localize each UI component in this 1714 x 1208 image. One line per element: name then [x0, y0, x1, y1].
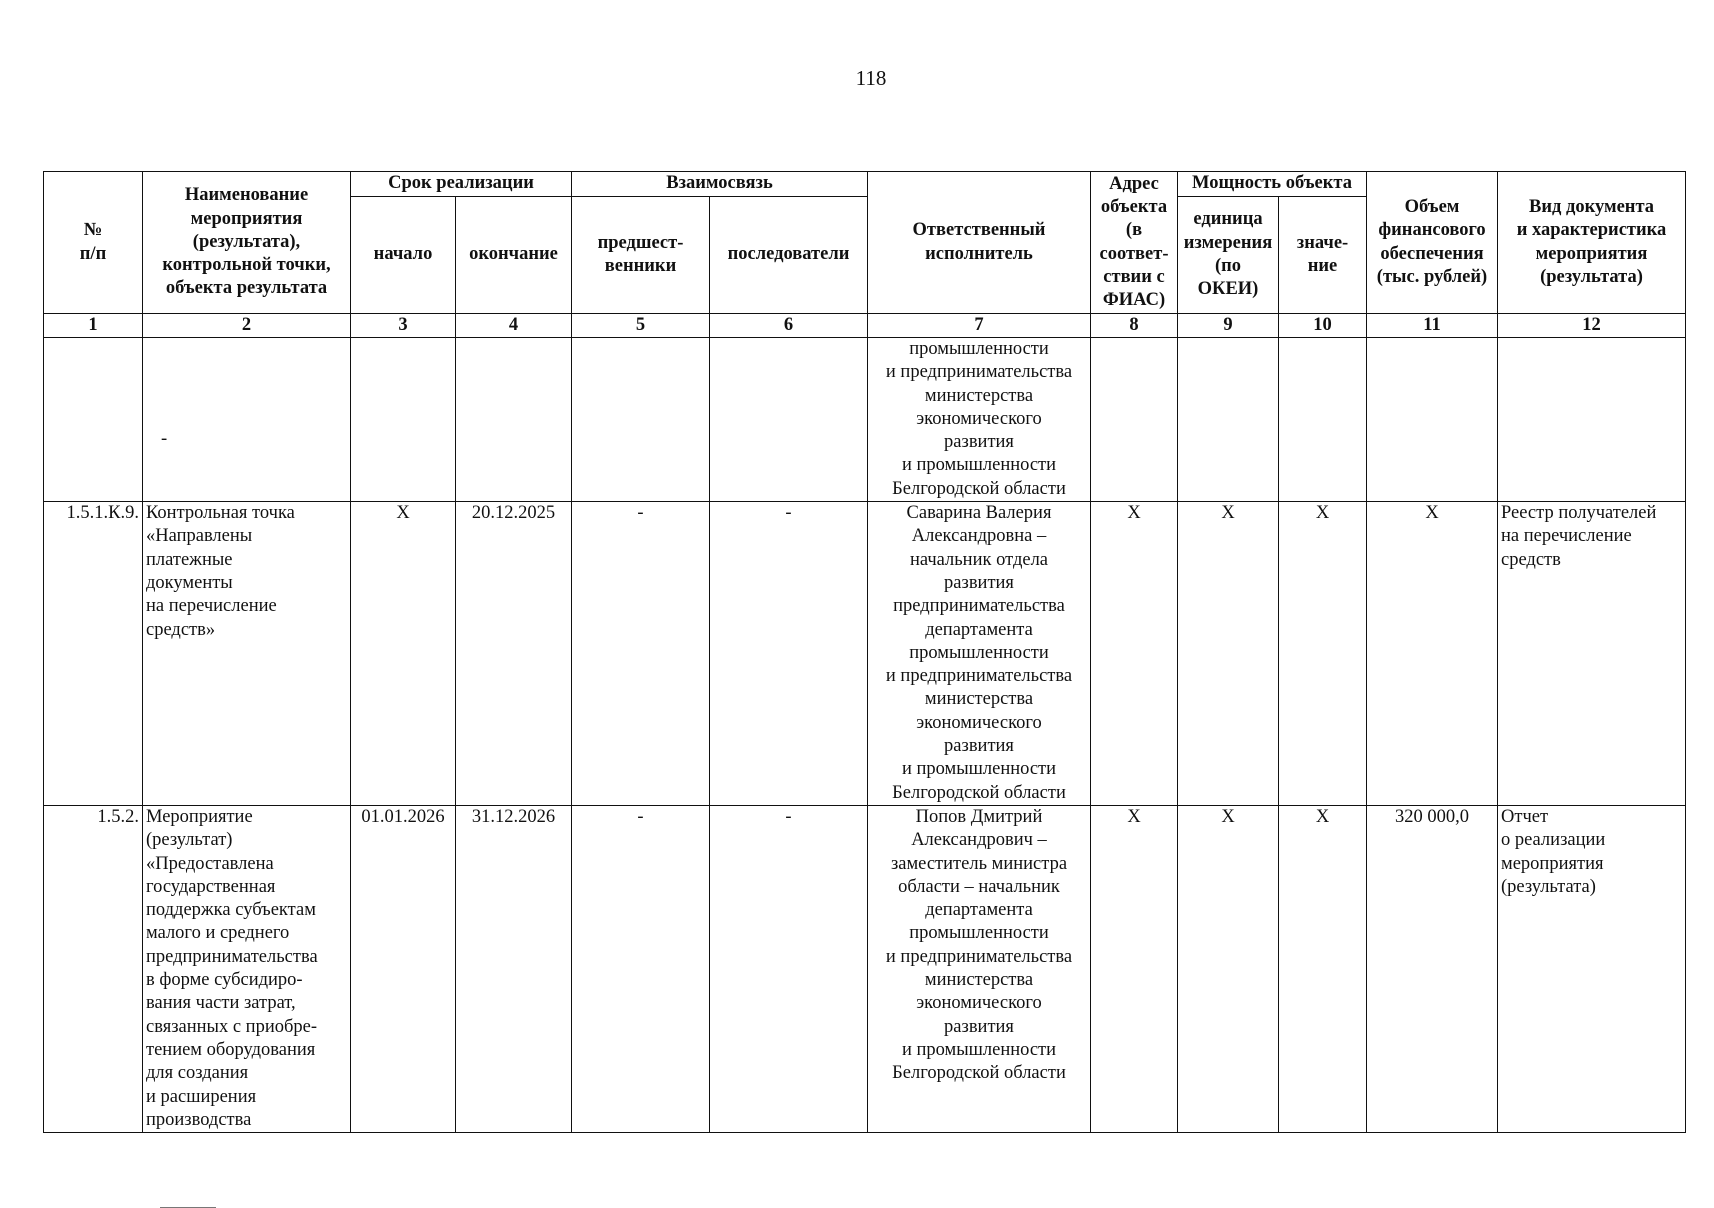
table-row	[44, 338, 1686, 502]
cell-finance: X	[1367, 502, 1498, 806]
header-cap-value-line: значе-	[1296, 232, 1349, 253]
cell-finance	[1367, 338, 1498, 502]
column-number: 10	[1279, 314, 1367, 338]
header-address-line: соответ-	[1099, 243, 1169, 264]
header-row-1	[44, 172, 1686, 197]
cell-responsible-line: промышленности	[909, 339, 1049, 359]
header-address-line: Адрес	[1109, 173, 1159, 194]
cell-responsible	[868, 338, 1091, 502]
cell-num	[44, 338, 143, 502]
column-number: 11	[1367, 314, 1498, 338]
cell-responsible-line: области – начальник	[898, 876, 1060, 897]
cell-name-line: вания части затрат,	[146, 993, 296, 1014]
cell-responsible-line: промышленности	[909, 642, 1049, 663]
header-cap-unit-line: ОКЕИ)	[1197, 279, 1259, 300]
header-address	[1091, 172, 1178, 314]
header-doc-line: мероприятия	[1535, 243, 1648, 264]
cell-responsible-line: начальник отдела	[909, 549, 1049, 570]
cell-name-line: малого и среднего	[146, 923, 290, 944]
header-link-pred-line: предшест-	[597, 232, 684, 253]
cell-name-line: документы	[146, 572, 233, 593]
column-number-row	[44, 314, 1686, 338]
cell-responsible-line: Белгородской области	[892, 1063, 1066, 1084]
header-doc	[1498, 172, 1686, 314]
cell-doc-line: о реализации	[1501, 830, 1606, 851]
cell-doc	[1498, 338, 1686, 502]
cell-responsible-line: Александрович –	[911, 830, 1047, 851]
cell-doc	[1498, 502, 1686, 806]
column-number: 5	[572, 314, 710, 338]
cell-responsible-line: министерства	[924, 689, 1034, 710]
cell-responsible-line: и промышленности	[901, 759, 1057, 780]
cell-name-line: «Предоставлена	[146, 853, 274, 874]
cell-responsible-line: и промышленности	[901, 455, 1057, 476]
cell-name-line: в форме субсидиро-	[146, 970, 303, 991]
header-num-line: п/п	[79, 243, 107, 264]
header-cap-value	[1279, 197, 1367, 314]
cell-unit: X	[1178, 502, 1279, 806]
cell-name-line: и расширения	[146, 1086, 257, 1107]
header-term-group: Срок реализации	[351, 172, 572, 197]
header-address-line: объекта	[1100, 196, 1168, 217]
cell-doc-line: мероприятия	[1501, 853, 1604, 874]
cell-name	[143, 502, 351, 806]
header-link-succ: последователи	[710, 197, 868, 314]
header-cap-unit-line: измерения	[1183, 232, 1273, 253]
cell-num: 1.5.1.К.9.	[44, 502, 143, 806]
cell-name	[143, 805, 351, 1132]
cell-responsible-line: развития	[944, 736, 1014, 757]
header-address-line: ствии с	[1103, 266, 1165, 287]
column-number: 12	[1498, 314, 1686, 338]
column-number: 3	[351, 314, 456, 338]
cell-start: 01.01.2026	[351, 805, 456, 1132]
column-number: 9	[1178, 314, 1279, 338]
cell-value	[1279, 338, 1367, 502]
cell-unit: X	[1178, 805, 1279, 1132]
cell-name-dash: -	[161, 428, 168, 449]
cell-name-line: производства	[146, 1109, 252, 1130]
cell-doc-line: (результата)	[1501, 876, 1596, 897]
cell-value: X	[1279, 805, 1367, 1132]
cell-value: X	[1279, 502, 1367, 806]
header-link-pred	[572, 197, 710, 314]
header-cap-unit-line: (по	[1214, 256, 1242, 276]
cell-responsible-line: Александровна –	[911, 526, 1047, 547]
header-num-line: №	[83, 220, 103, 241]
header-link-group: Взаимосвязь	[572, 172, 868, 197]
cell-responsible-line: департамента	[925, 900, 1033, 921]
cell-responsible-line: промышленности	[909, 923, 1049, 944]
header-finance-line: Объем	[1404, 196, 1460, 217]
header-name-line: (результата),	[192, 231, 301, 252]
cell-responsible	[868, 502, 1091, 806]
cell-responsible-line: и промышленности	[901, 1039, 1057, 1060]
header-finance	[1367, 172, 1498, 314]
cell-responsible-line: Белгородской области	[892, 478, 1066, 499]
header-responsible	[868, 172, 1091, 314]
cell-succ: -	[710, 805, 868, 1132]
header-num	[44, 172, 143, 314]
cell-responsible-line: предпринимательства	[893, 596, 1065, 617]
cell-responsible-line: развития	[944, 432, 1014, 453]
cell-responsible-line: экономического	[916, 993, 1042, 1014]
cell-responsible-line: и предпринимательства	[885, 362, 1073, 383]
cell-responsible-line: и предпринимательства	[885, 666, 1073, 687]
header-doc-line: Вид документа	[1528, 196, 1655, 217]
column-number: 2	[143, 314, 351, 338]
plan-table	[43, 171, 1686, 1133]
header-name-line: мероприятия	[190, 208, 303, 229]
header-name	[143, 172, 351, 314]
cell-responsible-line: Саварина Валерия	[906, 503, 1052, 524]
header-finance-line: обеспечения	[1380, 243, 1484, 264]
cell-name-line: предпринимательства	[146, 946, 318, 967]
cell-end: 31.12.2026	[456, 805, 572, 1132]
cell-address: X	[1091, 805, 1178, 1132]
cell-succ	[710, 338, 868, 502]
cell-name-line: Контрольная точка	[146, 503, 295, 524]
header-term-end: окончание	[456, 197, 572, 314]
cell-start: X	[351, 502, 456, 806]
cell-end: 20.12.2025	[456, 502, 572, 806]
header-term-start: начало	[351, 197, 456, 314]
header-doc-line: (результата)	[1540, 266, 1643, 287]
cell-responsible-line: министерства	[924, 970, 1034, 991]
header-address-line: ФИАС)	[1102, 290, 1166, 311]
header-finance-line: финансового	[1378, 220, 1486, 241]
cell-finance: 320 000,0	[1367, 805, 1498, 1132]
header-name-line: контрольной точки,	[162, 255, 331, 276]
cell-name-line: для создания	[146, 1063, 249, 1084]
header-address-line: (в	[1125, 220, 1143, 241]
column-number: 4	[456, 314, 572, 338]
cell-responsible	[868, 805, 1091, 1132]
cell-responsible-line: Белгородской области	[892, 782, 1066, 803]
cell-num: 1.5.2.	[44, 805, 143, 1132]
cell-name-line: связанных с приобре-	[146, 1016, 318, 1037]
header-capacity-group: Мощность объекта	[1178, 172, 1367, 197]
cell-responsible-line: министерства	[924, 385, 1034, 406]
cell-responsible-line: и предпринимательства	[885, 946, 1073, 967]
cell-responsible-line: Попов Дмитрий	[915, 806, 1043, 827]
cell-name-line: (результат)	[146, 830, 233, 851]
header-name-line: объекта результата	[165, 278, 328, 299]
cell-start	[351, 338, 456, 502]
header-doc-line: и характеристика	[1516, 220, 1667, 241]
cell-responsible-line: департамента	[925, 619, 1033, 640]
header-cap-unit-line: единица	[1193, 209, 1263, 230]
cell-responsible-line: развития	[944, 572, 1014, 593]
header-cap-value-line: ние	[1307, 256, 1338, 276]
column-number: 8	[1091, 314, 1178, 338]
cell-name-line: платежные	[146, 549, 233, 570]
cell-doc-line: Реестр получателей	[1501, 503, 1657, 524]
header-link-pred-line: венники	[604, 256, 677, 276]
column-number: 1	[44, 314, 143, 338]
header-responsible-line: исполнитель	[925, 243, 1033, 264]
cell-name-line: Мероприятие	[146, 806, 253, 827]
table-row	[44, 502, 1686, 806]
header-name-line: Наименование	[184, 185, 309, 206]
cell-name-line: «Направлены	[146, 526, 253, 547]
header-responsible-line: Ответственный	[912, 220, 1046, 241]
cell-responsible-line: заместитель министра	[890, 853, 1068, 874]
cell-name	[143, 338, 351, 502]
cell-responsible-line: экономического	[916, 712, 1042, 733]
cell-responsible-line: развития	[944, 1016, 1014, 1037]
cell-name-line: государственная	[146, 876, 276, 897]
cell-doc	[1498, 805, 1686, 1132]
header-finance-line: (тыс. рублей)	[1376, 266, 1488, 287]
table-row	[44, 805, 1686, 1132]
cell-end	[456, 338, 572, 502]
cell-doc-line: Отчет	[1501, 806, 1549, 827]
cell-unit	[1178, 338, 1279, 502]
cell-pred	[572, 338, 710, 502]
page-number: 118	[855, 66, 887, 90]
cell-name-line: тением оборудования	[146, 1039, 316, 1060]
cell-pred: -	[572, 502, 710, 806]
header-cap-unit	[1178, 197, 1279, 314]
cell-name-line: на перечисление	[146, 596, 277, 617]
cell-address	[1091, 338, 1178, 502]
column-number: 7	[868, 314, 1091, 338]
cell-succ: -	[710, 502, 868, 806]
column-number: 6	[710, 314, 868, 338]
cell-name-line: поддержка субъектам	[146, 900, 316, 921]
cell-name-line: средств»	[146, 619, 216, 640]
cell-pred: -	[572, 805, 710, 1132]
cell-doc-line: средств	[1501, 549, 1561, 570]
cell-address: X	[1091, 502, 1178, 806]
cell-doc-line: на перечисление	[1501, 526, 1632, 547]
cell-responsible-line: экономического	[916, 408, 1042, 429]
